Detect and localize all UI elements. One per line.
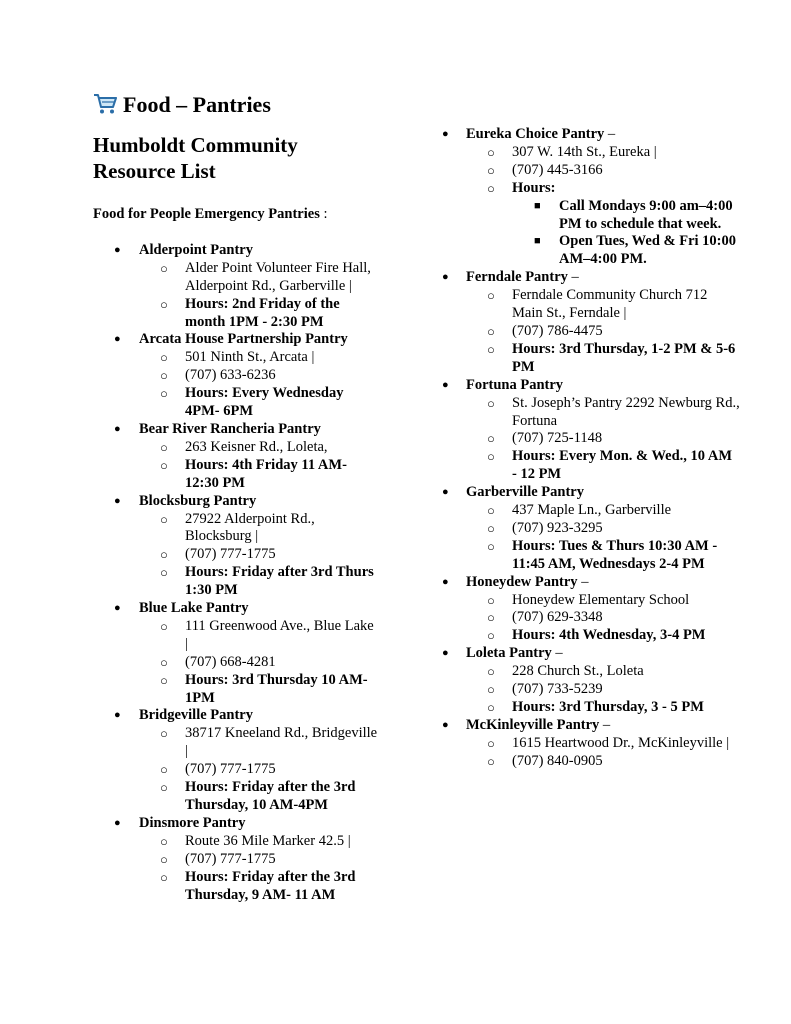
right-column (440, 126, 740, 771)
pantry-hours: ○ Hours: Friday after 3rd Thurs 1:30 PM (139, 564, 378, 600)
pantry-detail: ○ 1615 Heartwood Dr., McKinleyville | (466, 735, 740, 753)
pantry-details (139, 349, 378, 421)
document-title: Humboldt Community Resource List (93, 133, 298, 183)
pantry-details (466, 592, 740, 646)
pantry-detail: ○ 111 Greenwood Ave., Blue Lake | (139, 618, 378, 654)
pantry-detail: ○ (707) 629-3348 (466, 609, 740, 627)
pantry-detail: ○ 437 Maple Ln., Garberville (466, 502, 740, 520)
pantry-name: Arcata House Partnership Pantry (139, 331, 348, 348)
pantry-details (466, 144, 740, 269)
pantry-name: McKinleyville Pantry (466, 716, 600, 733)
pantry-detail: ○ (707) 840-0905 (466, 753, 740, 771)
pantry-name: Bridgeville Pantry (139, 707, 253, 724)
pantry-details (466, 502, 740, 574)
pantry-hours: ○ Hours: (466, 180, 740, 198)
pantry-name: Blocksburg Pantry (139, 492, 257, 509)
pantry-detail: ○ (707) 923-3295 (466, 520, 740, 538)
pantry-detail: ○ 501 Ninth St., Arcata | (139, 349, 378, 367)
pantry-hours: ○ Hours: 4th Wednesday, 3-4 PM (466, 627, 740, 645)
pantry-item (440, 377, 740, 484)
pantry-item (93, 707, 378, 814)
pantry-name: Dinsmore Pantry (139, 814, 246, 831)
pantry-detail: ○ (707) 786-4475 (466, 323, 740, 341)
page-title-text: Food – Pantries (123, 92, 271, 117)
pantry-details (139, 511, 378, 601)
pantry-dash: – (551, 645, 563, 662)
pantry-hours: ○ Hours: 2nd Friday of the month 1PM - 2:30 PM (139, 296, 378, 332)
hours-schedule-item: ■ Open Tues, Wed & Fri 10:00 AM–4:00 PM. (559, 233, 740, 269)
pantry-details (139, 618, 378, 708)
pantry-detail: ○ (707) 777-1775 (139, 546, 378, 564)
pantry-detail: ○ (707) 777-1775 (139, 761, 378, 779)
pantry-item (440, 126, 740, 269)
pantry-hours: ○ Hours: Every Mon. & Wed., 10 AM - 12 PM (466, 448, 740, 484)
pantry-item (440, 484, 740, 574)
pantry-hours: ○ Hours: Friday after the 3rd Thursday, 9 AM- 11 AM (139, 869, 378, 905)
pantry-details (139, 260, 378, 332)
pantry-details (466, 395, 740, 485)
pantry-detail: ○ (707) 668-4281 (139, 654, 378, 672)
pantry-name: Loleta Pantry (466, 645, 552, 662)
pantry-details (466, 663, 740, 717)
pantry-name: Garberville Pantry (466, 484, 584, 501)
pantry-dash: – (604, 126, 616, 142)
pantry-hours: ○ Hours: Every Wednesday 4PM- 6PM (139, 385, 378, 421)
pantry-detail: ○ 307 W. 14th St., Eureka | (466, 144, 740, 162)
pantry-item (93, 331, 378, 421)
pantry-item (440, 269, 740, 376)
pantry-dash: – (599, 716, 611, 733)
page-title (93, 91, 271, 122)
pantry-detail: ○ 263 Keisner Rd., Loleta, (139, 439, 378, 457)
pantry-item (93, 600, 378, 707)
hours-schedule-list (512, 198, 740, 270)
hours-schedule-item: ■ Call Mondays 9:00 am–4:00 PM to schedule that week. (559, 198, 740, 234)
pantry-item (93, 242, 378, 332)
pantry-detail: ○ Alder Point Volunteer Fire Hall, Alderpoint Rd., Garberville | (139, 260, 378, 296)
pantry-item (93, 815, 378, 905)
pantry-details (466, 287, 740, 377)
hours-schedule-wrap (466, 198, 740, 270)
pantry-details (466, 735, 740, 771)
pantry-details (139, 439, 378, 493)
pantry-detail: ○ Route 36 Mile Marker 42.5 | (139, 833, 378, 851)
pantry-name: Alderpoint Pantry (139, 241, 253, 258)
pantry-detail: ○ 38717 Kneeland Rd., Bridgeville | (139, 725, 378, 761)
pantry-item (440, 645, 740, 717)
pantry-hours: ○ Hours: 3rd Thursday, 3 - 5 PM (466, 699, 740, 717)
pantry-item (440, 717, 740, 771)
pantry-item (93, 493, 378, 600)
pantry-list-right (440, 126, 740, 771)
subheading-suffix: : (319, 206, 328, 222)
pantry-detail: ○ (707) 445-3166 (466, 162, 740, 180)
pantry-name: Fortuna Pantry (466, 376, 564, 393)
pantry-detail: ○ (707) 633-6236 (139, 367, 378, 385)
pantry-detail: ○ Honeydew Elementary School (466, 592, 740, 610)
pantry-name: Eureka Choice Pantry (466, 126, 605, 142)
left-column (93, 132, 378, 904)
pantry-item (440, 574, 740, 646)
pantry-hours: ○ Hours: Friday after the 3rd Thursday, 10 AM-4PM (139, 779, 378, 815)
pantry-name: Blue Lake Pantry (139, 600, 249, 617)
pantry-dash: – (577, 573, 589, 590)
pantry-hours: ○ Hours: 4th Friday 11 AM- 12:30 PM (139, 457, 378, 493)
pantry-detail: ○ (707) 777-1775 (139, 851, 378, 869)
pantry-details (139, 725, 378, 815)
pantry-details (139, 833, 378, 905)
pantry-name: Bear River Rancheria Pantry (139, 420, 321, 437)
pantry-item (93, 421, 378, 493)
pantry-detail: ○ 228 Church St., Loleta (466, 663, 740, 681)
pantry-hours: ○ Hours: 3rd Thursday 10 AM- 1PM (139, 672, 378, 708)
pantry-name: Honeydew Pantry (466, 573, 578, 590)
pantry-detail: ○ St. Joseph’s Pantry 2292 Newburg Rd., Fortuna (466, 395, 740, 431)
pantry-detail: ○ (707) 725-1148 (466, 430, 740, 448)
pantry-hours: ○ Hours: 3rd Thursday, 1-2 PM & 5-6 PM (466, 341, 740, 377)
pantry-detail: ○ 27922 Alderpoint Rd., Blocksburg | (139, 511, 378, 547)
pantry-detail: ○ (707) 733-5239 (466, 681, 740, 699)
pantry-detail: ○ Ferndale Community Church 712 Main St., Ferndale | (466, 287, 740, 323)
subheading-text: Food for People Emergency Pantries (93, 206, 320, 222)
pantry-name: Ferndale Pantry (466, 269, 568, 286)
pantry-hours: ○ Hours: Tues & Thurs 10:30 AM - 11:45 AM, Wednesdays 2-4 PM (466, 538, 740, 574)
shopping-cart-icon (93, 93, 117, 122)
section-subheading (93, 206, 378, 224)
pantry-list-left (93, 242, 378, 905)
pantry-dash: – (567, 269, 579, 286)
